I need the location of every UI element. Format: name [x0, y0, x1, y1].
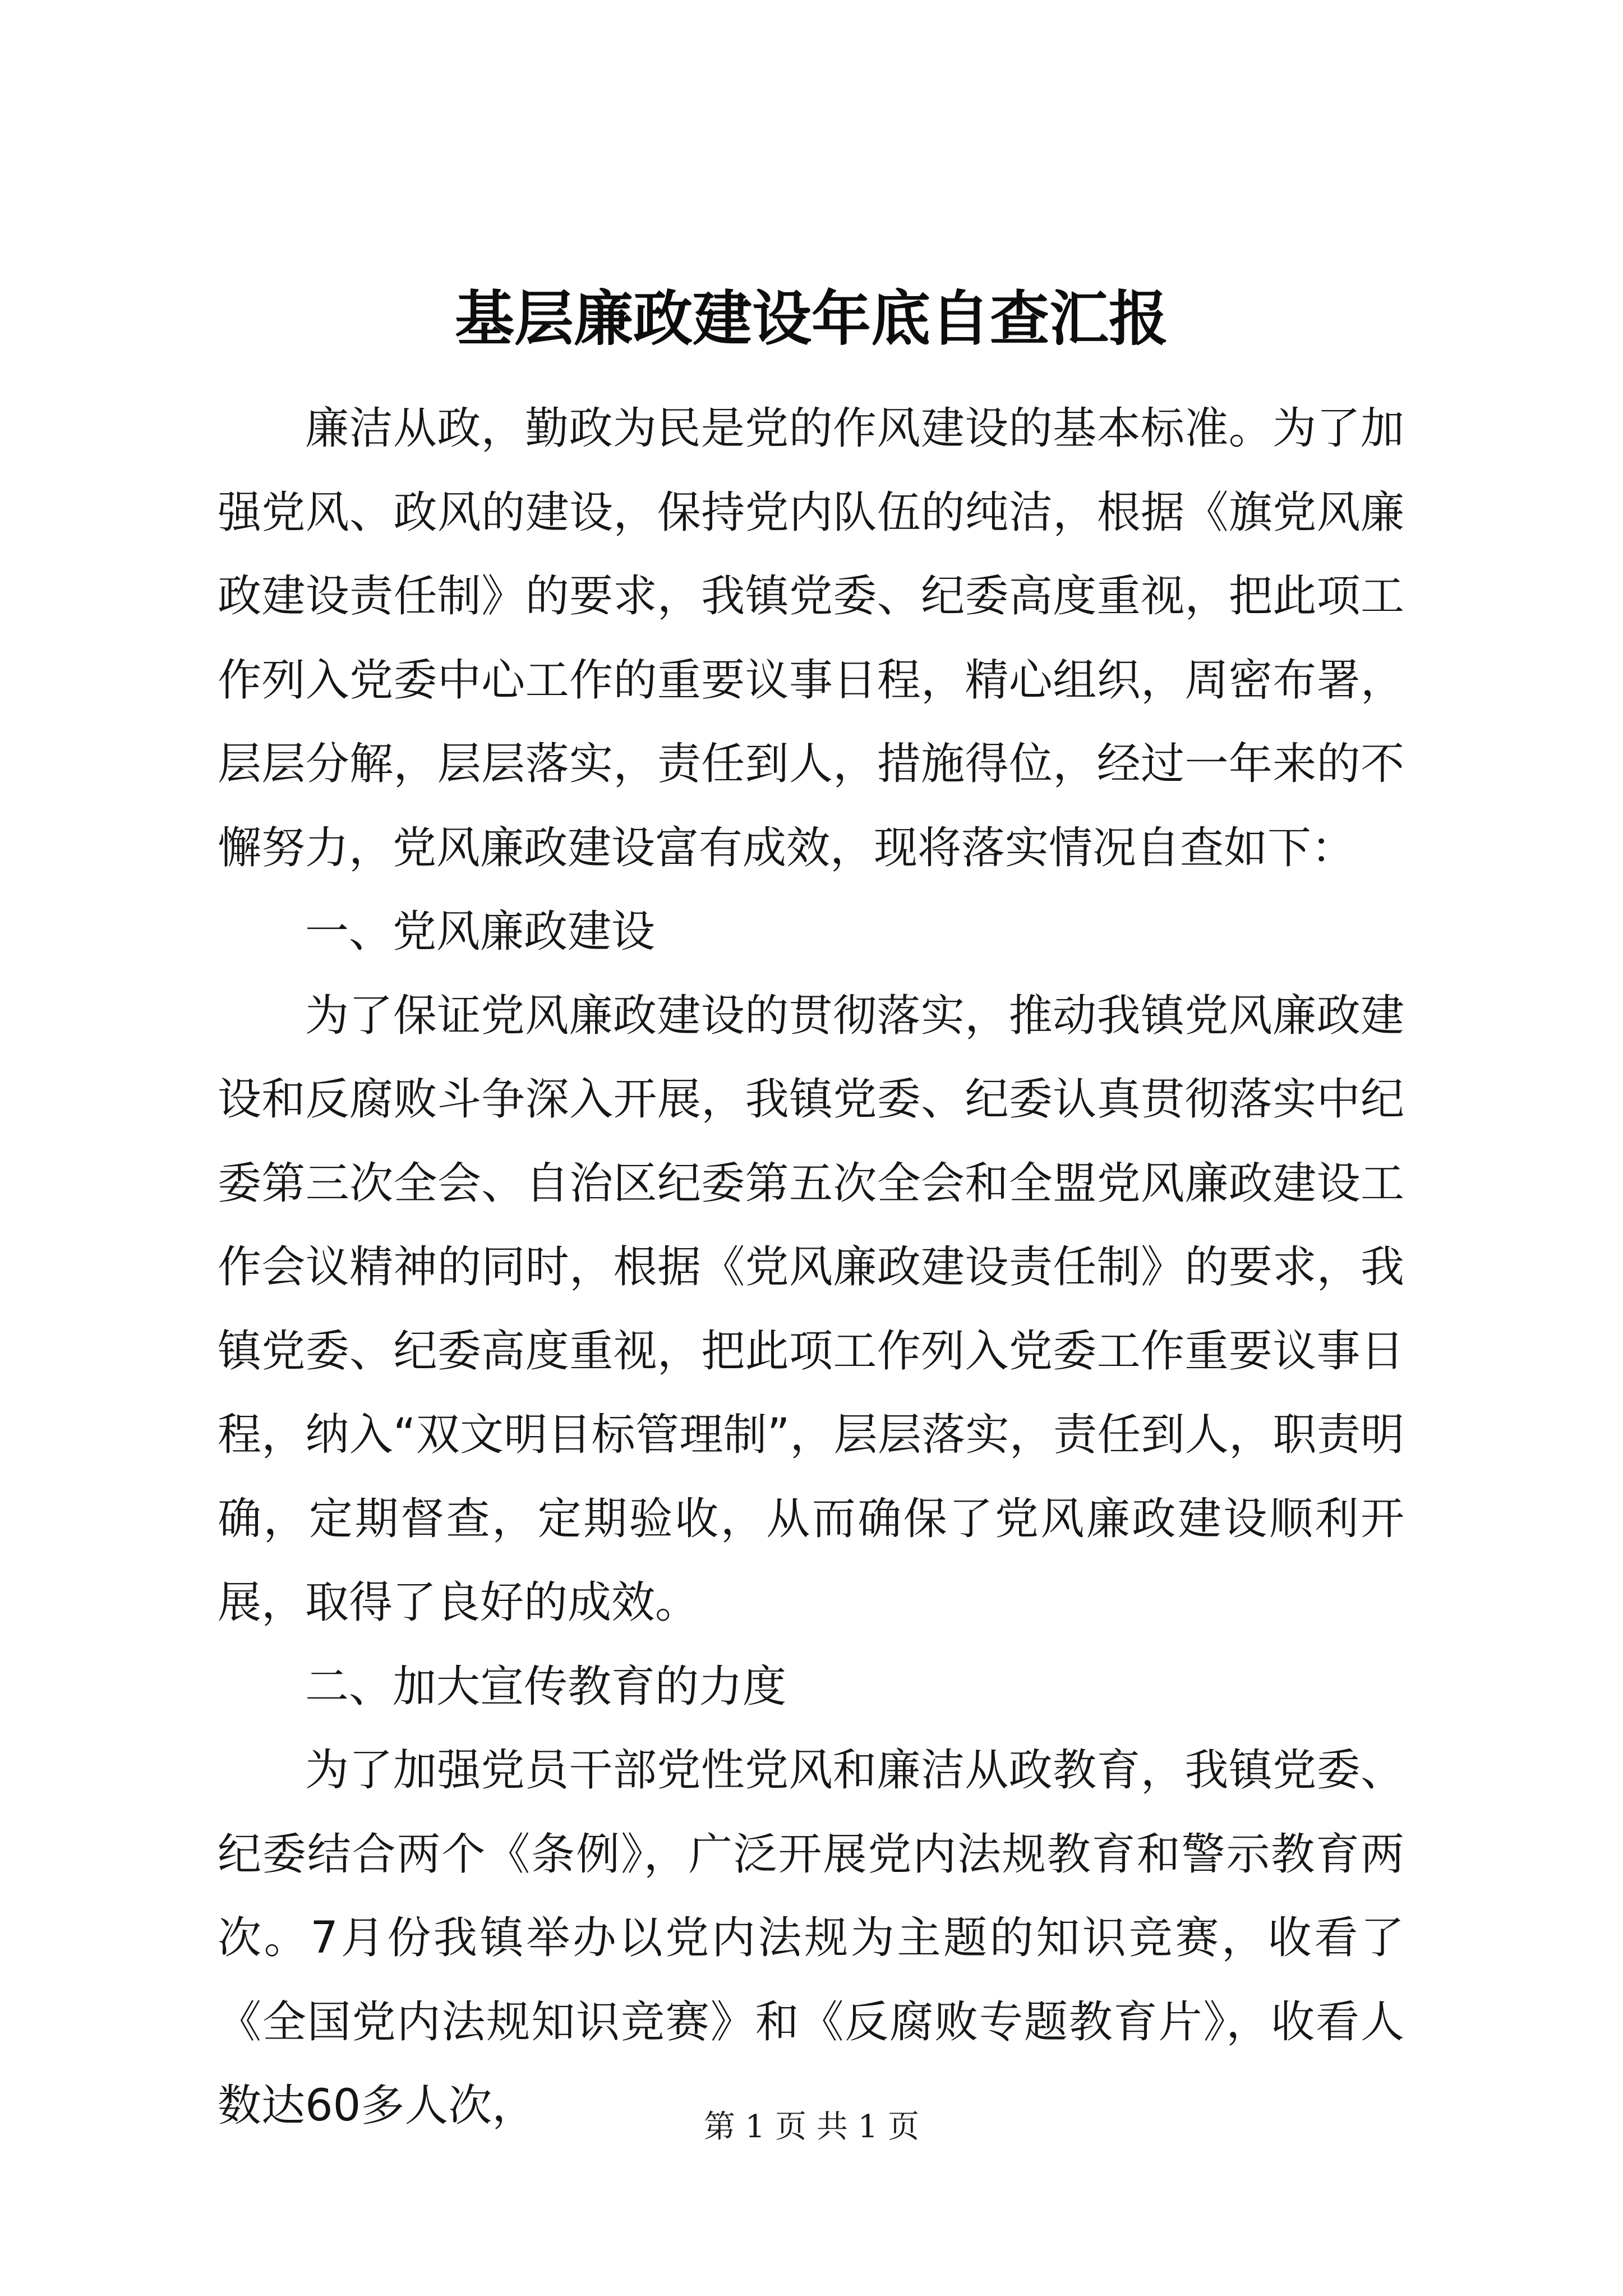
page-footer: 第 1 页 共 1 页 [703, 2109, 920, 2145]
section-heading-1: 一、党风廉政建设 [305, 907, 656, 957]
document-title: 基层廉政建设年底自查汇报 [455, 283, 1168, 353]
section-heading-2: 二、加大宣传教育的力度 [305, 1661, 787, 1712]
document-body [218, 387, 1404, 2148]
intro-paragraph: 廉洁从政，勤政为民是党的作风建设的基本标准。为了加强党风、政风的建设，保持党内队伍的纯洁，根据《旗党风廉政建设责任制》的要求，我镇党委、纪委高度重视，把此项工作列入党委中心工作的重要议事日程，精心组织，周密布署，层层分解，层层落实，责任到人，措施得位，经过一年来的不懈努力，党风廉政建设富有成效，现将落实情况自查如下： [218, 403, 1404, 873]
section-2-paragraph: 为了加强党员干部党性党风和廉洁从政教育，我镇党委、纪委结合两个《条例》，广泛开展党内法规教育和警示教育两次。7月份我镇举办以党内法规为主题的知识竞赛，收看了《全国党内法规知识竞赛》和《反腐败专题教育片》，收看人数达60多人次， [218, 1745, 1404, 2131]
section-1-paragraph: 为了保证党风廉政建设的贯彻落实，推动我镇党风廉政建设和反腐败斗争深入开展，我镇党委、纪委认真贯彻落实中纪委第三次全会、自治区纪委第五次全会和全盟党风廉政建设工作会议精神的同时，根据《党风廉政建设责任制》的要求，我镇党委、纪委高度重视，把此项工作列入党委工作重要议事日程，纳入“双文明目标管理制”，层层落实，责任到人，职责明确，定期督查，定期验收，从而确保了党风廉政建设顺利开展，取得了良好的成效。 [218, 990, 1404, 1628]
